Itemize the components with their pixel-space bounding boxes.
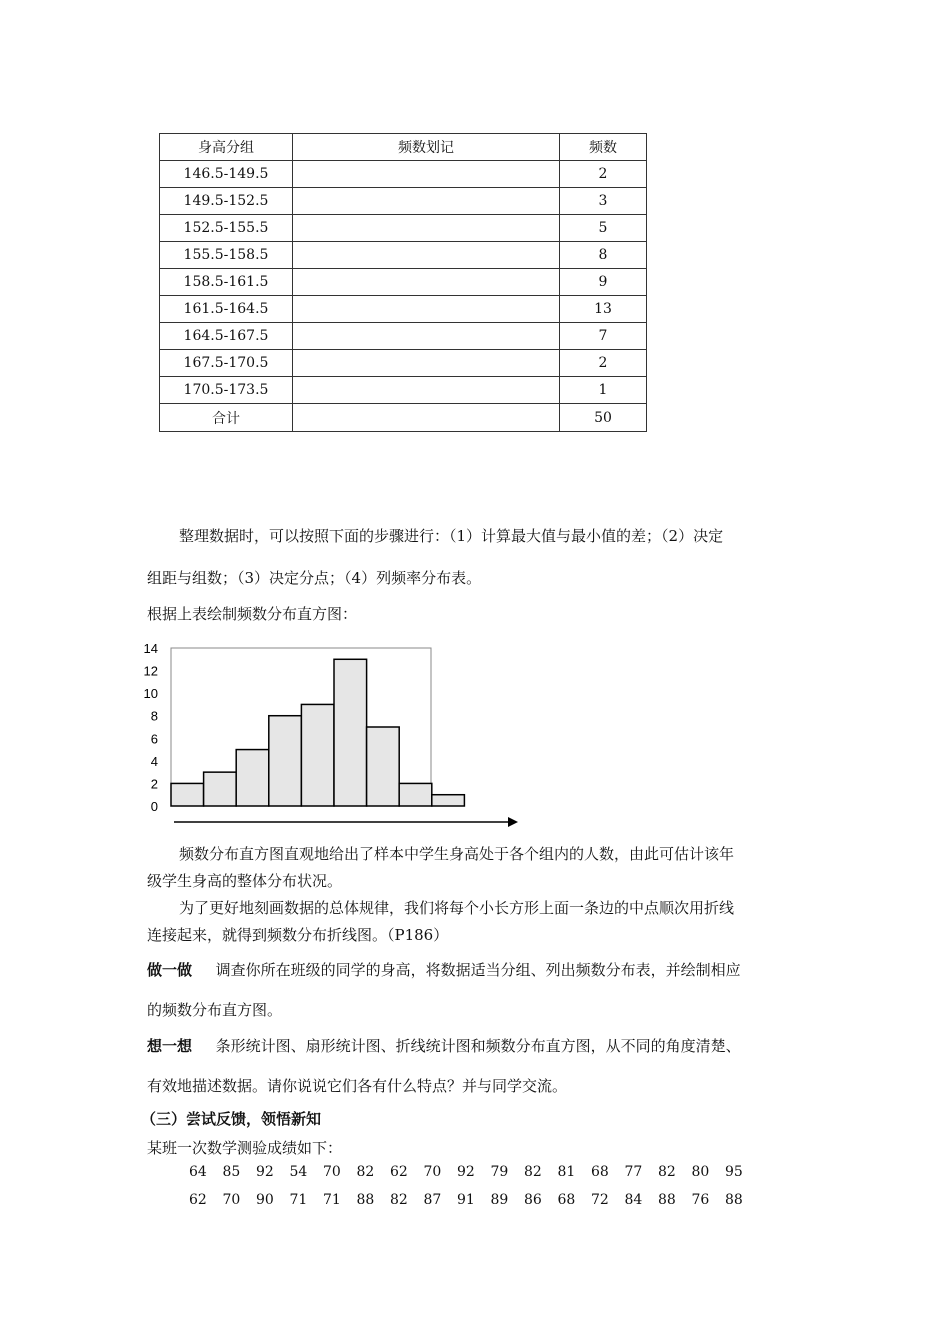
total-label: 合计 <box>160 404 293 432</box>
total-value: 50 <box>560 404 647 432</box>
cell-tally <box>293 296 560 323</box>
cell-frequency: 8 <box>560 242 647 269</box>
think-paragraph <box>147 1036 812 1056</box>
table-row <box>160 215 647 242</box>
table-row <box>160 161 647 188</box>
do-it-paragraph <box>147 960 812 980</box>
cell-frequency: 2 <box>560 350 647 377</box>
score-value: 85 <box>222 1164 241 1180</box>
score-value: 82 <box>390 1192 408 1208</box>
frequency-table <box>159 133 647 432</box>
cell-group: 158.5-161.5 <box>160 269 293 296</box>
score-value: 68 <box>591 1164 609 1180</box>
scores-row-1 <box>189 1164 759 1180</box>
steps-line-2: 组距与组数；（3）决定分点；（4）列频率分布表。 <box>147 569 482 587</box>
score-value: 88 <box>356 1192 375 1208</box>
score-value: 84 <box>624 1192 643 1208</box>
cell-group: 149.5-152.5 <box>160 188 293 215</box>
cell-group: 170.5-173.5 <box>160 377 293 404</box>
score-value: 71 <box>323 1192 341 1208</box>
think-label: 想一想 <box>147 1037 193 1055</box>
cell-frequency: 1 <box>560 377 647 404</box>
y-tick-label: 8 <box>150 708 158 724</box>
cell-tally <box>293 269 560 296</box>
y-tick-label: 6 <box>150 731 158 747</box>
score-value: 82 <box>658 1164 676 1180</box>
histogram-bar <box>432 795 465 806</box>
score-value: 68 <box>557 1192 576 1208</box>
y-tick-label: 4 <box>150 753 158 769</box>
scores-row-2 <box>189 1192 759 1208</box>
think-line-1: 条形统计图、扇形统计图、折线统计图和频数分布直方图，从不同的角度清楚、 <box>215 1037 741 1055</box>
cell-tally <box>293 215 560 242</box>
histogram-bar <box>204 772 237 806</box>
histogram-bar <box>334 659 367 806</box>
cell-tally <box>293 161 560 188</box>
cell-tally <box>293 350 560 377</box>
score-value: 71 <box>289 1192 308 1208</box>
y-tick-label: 2 <box>150 776 158 792</box>
polyline-line-2: 连接起来，就得到频数分布折线图。（P186） <box>147 926 449 944</box>
table-row <box>160 242 647 269</box>
y-tick-label: 14 <box>143 641 158 656</box>
histogram-bar <box>301 704 334 806</box>
histogram-intro: 根据上表绘制频数分布直方图： <box>147 605 358 623</box>
cell-tally <box>293 242 560 269</box>
histogram-desc-line-2: 级学生身高的整体分布状况。 <box>147 872 343 890</box>
score-value: 62 <box>390 1164 408 1180</box>
cell-group: 167.5-170.5 <box>160 350 293 377</box>
score-value: 87 <box>423 1192 442 1208</box>
histogram-bar <box>269 716 302 806</box>
score-value: 91 <box>457 1192 475 1208</box>
polyline-line-1: 为了更好地刻画数据的总体规律，我们将每个小长方形上面一条边的中点顺次用折线 <box>179 899 735 917</box>
score-value: 70 <box>423 1164 442 1180</box>
y-tick-label: 10 <box>143 686 158 702</box>
cell-frequency: 2 <box>560 161 647 188</box>
cell-group: 161.5-164.5 <box>160 296 293 323</box>
histogram-chart <box>140 636 530 830</box>
y-tick-label: 0 <box>150 799 158 814</box>
header-group: 身高分组 <box>160 134 293 161</box>
histogram-bar <box>171 783 204 806</box>
cell-group: 152.5-155.5 <box>160 215 293 242</box>
score-value: 62 <box>189 1192 207 1208</box>
think-line-2: 有效地描述数据。请你说说它们各有什么特点？并与同学交流。 <box>147 1077 568 1095</box>
cell-frequency: 7 <box>560 323 647 350</box>
score-value: 77 <box>624 1164 643 1180</box>
table-header-row <box>160 134 647 161</box>
histogram-bar <box>367 727 400 806</box>
score-value: 89 <box>490 1192 509 1208</box>
x-axis-arrowhead <box>508 817 518 827</box>
score-value: 70 <box>323 1164 341 1180</box>
score-value: 92 <box>457 1164 475 1180</box>
table-row <box>160 323 647 350</box>
cell-frequency: 13 <box>560 296 647 323</box>
score-value: 72 <box>591 1192 609 1208</box>
cell-group: 164.5-167.5 <box>160 323 293 350</box>
score-value: 90 <box>256 1192 274 1208</box>
cell-group: 146.5-149.5 <box>160 161 293 188</box>
y-tick-label: 12 <box>143 663 158 679</box>
cell-tally <box>293 323 560 350</box>
do-it-line-1: 调查你所在班级的同学的身高，将数据适当分组、列出频数分布表，并绘制相应 <box>215 961 741 979</box>
score-value: 80 <box>691 1164 710 1180</box>
cell-tally <box>293 188 560 215</box>
cell-group: 155.5-158.5 <box>160 242 293 269</box>
header-tally: 频数划记 <box>293 134 560 161</box>
header-frequency: 频数 <box>560 134 647 161</box>
table-row <box>160 188 647 215</box>
score-value: 88 <box>658 1192 676 1208</box>
score-value: 86 <box>524 1192 542 1208</box>
score-value: 70 <box>222 1192 241 1208</box>
score-value: 92 <box>256 1164 274 1180</box>
score-value: 79 <box>490 1164 509 1180</box>
cell-frequency: 5 <box>560 215 647 242</box>
table-row <box>160 296 647 323</box>
histogram-bar <box>236 750 269 806</box>
do-it-line-2: 的频数分布直方图。 <box>147 1001 283 1019</box>
score-value: 64 <box>189 1164 207 1180</box>
table-row <box>160 269 647 296</box>
score-value: 81 <box>557 1164 576 1180</box>
score-value: 54 <box>289 1164 308 1180</box>
table-row <box>160 350 647 377</box>
histogram-bar <box>399 783 432 806</box>
total-tally <box>293 404 560 432</box>
table-row <box>160 377 647 404</box>
score-value: 76 <box>691 1192 710 1208</box>
section-title: （三）尝试反馈，领悟新知 <box>141 1110 322 1128</box>
steps-line-1: 整理数据时，可以按照下面的步骤进行：（1）计算最大值与最小值的差；（2）决定 <box>179 527 724 545</box>
score-value: 82 <box>356 1164 375 1180</box>
score-value: 88 <box>725 1192 743 1208</box>
scores-intro: 某班一次数学测验成绩如下： <box>147 1139 343 1157</box>
do-it-label: 做一做 <box>147 961 193 979</box>
cell-tally <box>293 377 560 404</box>
score-value: 82 <box>524 1164 542 1180</box>
cell-frequency: 9 <box>560 269 647 296</box>
cell-frequency: 3 <box>560 188 647 215</box>
score-value: 95 <box>725 1164 743 1180</box>
table-total-row <box>160 404 647 432</box>
histogram-desc-line-1: 频数分布直方图直观地给出了样本中学生身高处于各个组内的人数，由此可估计该年 <box>179 845 735 863</box>
